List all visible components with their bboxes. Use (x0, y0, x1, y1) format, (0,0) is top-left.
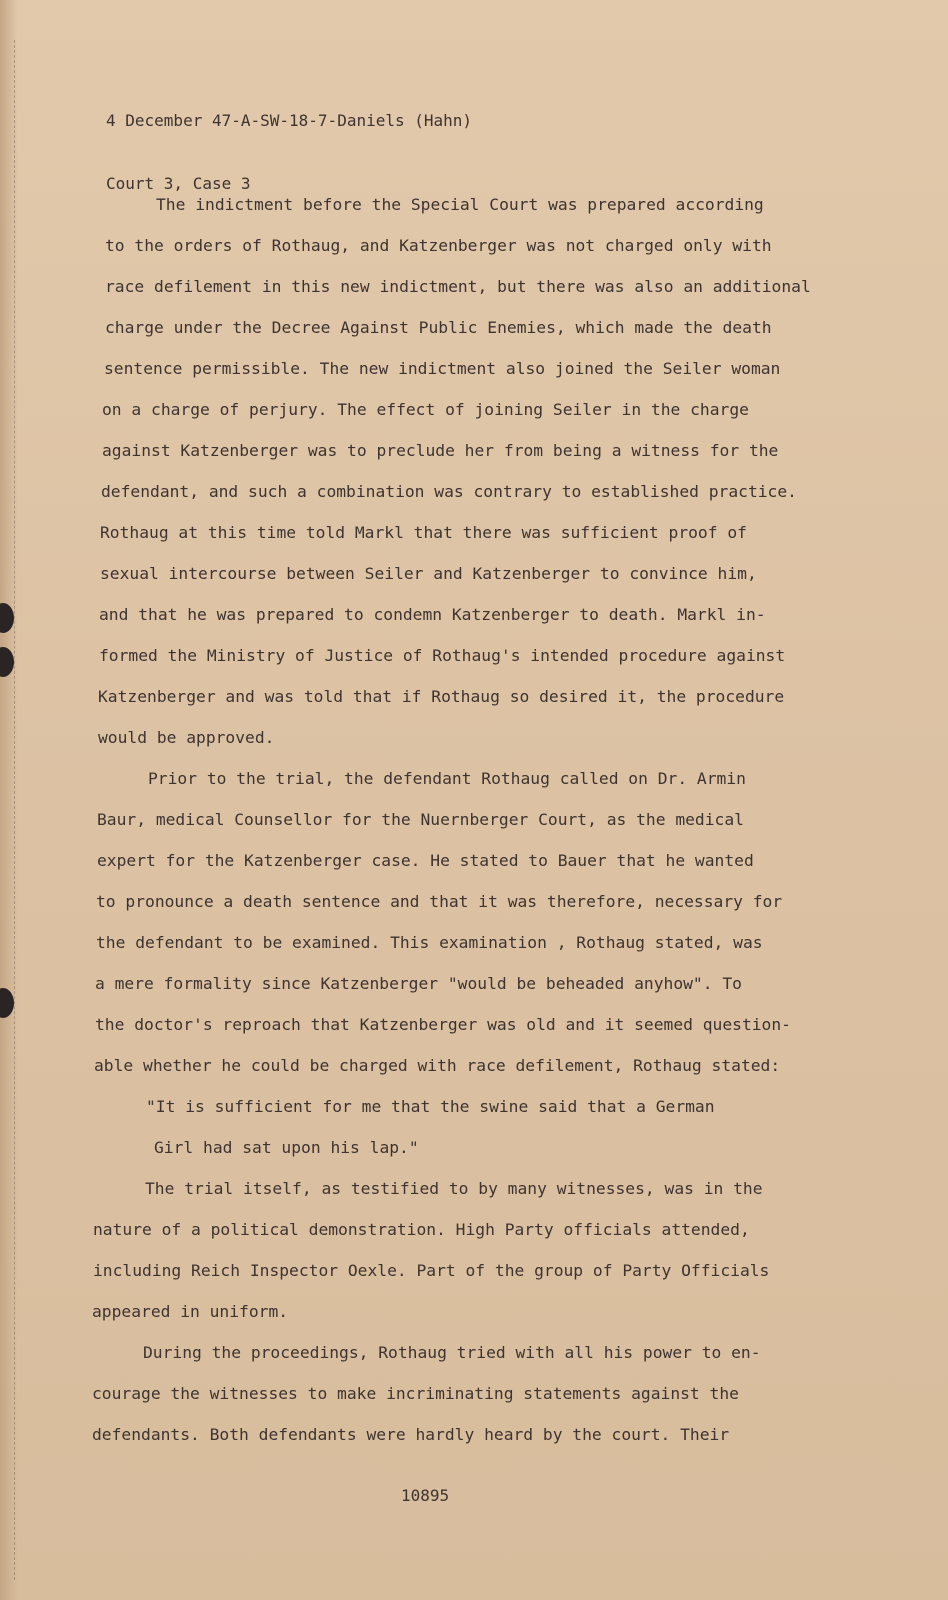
body-line: race defilement in this new indictment, but there was also an additional (105, 277, 811, 296)
body-line: on a charge of perjury. The effect of joining Seiler in the charge (102, 400, 749, 419)
body-line: nature of a political demonstration. High Party officials attended, (93, 1220, 750, 1239)
body-line: formed the Ministry of Justice of Rothaug's intended procedure against (99, 646, 786, 665)
body-line: would be approved. (98, 728, 275, 747)
body-line: sexual intercourse between Seiler and Katzenberger to convince him, (100, 564, 757, 583)
page-number: 10895 (401, 1486, 450, 1505)
body-line: and that he was prepared to condemn Katzenberger to death. Markl in- (99, 605, 766, 624)
body-line: defendants. Both defendants were hardly heard by the court. Their (92, 1425, 730, 1444)
body-line: appeared in uniform. (92, 1302, 289, 1321)
body-line: to the orders of Rothaug, and Katzenberger was not charged only with (105, 236, 772, 255)
body-line: Katzenberger and was told that if Rothaug so desired it, the procedure (98, 687, 785, 706)
header-reference-line: 4 December 47-A-SW-18-7-Daniels (Hahn) (106, 111, 473, 130)
body-line: a mere formality since Katzenberger "would be beheaded anyhow". To (95, 974, 742, 993)
body-line: to pronounce a death sentence and that it was therefore, necessary for (96, 892, 783, 911)
body-line: courage the witnesses to make incriminating statements against the (92, 1384, 739, 1403)
quoted-line: Girl had sat upon his lap." (154, 1138, 419, 1157)
body-line: The trial itself, as testified to by many witnesses, was in the (145, 1179, 763, 1198)
body-line: sentence permissible. The new indictment also joined the Seiler woman (104, 359, 781, 378)
quoted-line: "It is sufficient for me that the swine said that a German (146, 1097, 715, 1116)
body-line: The indictment before the Special Court was prepared according (156, 195, 764, 214)
body-line: including Reich Inspector Oexle. Part of the group of Party Officials (93, 1261, 770, 1280)
header-court-line: Court 3, Case 3 (106, 174, 251, 193)
body-line: the doctor's reproach that Katzenberger was old and it seemed question- (95, 1015, 791, 1034)
body-line: against Katzenberger was to preclude her from being a witness for the (102, 441, 779, 460)
body-line: During the proceedings, Rothaug tried with all his power to en- (143, 1343, 761, 1362)
body-line: defendant, and such a combination was contrary to established practice. (101, 482, 797, 501)
body-line: the defendant to be examined. This examination , Rothaug stated, was (96, 933, 763, 952)
body-line: Prior to the trial, the defendant Rothaug called on Dr. Armin (148, 769, 746, 788)
body-line: expert for the Katzenberger case. He stated to Bauer that he wanted (97, 851, 754, 870)
body-line: able whether he could be charged with race defilement, Rothaug stated: (94, 1056, 781, 1075)
body-line: charge under the Decree Against Public Enemies, which made the death (105, 318, 772, 337)
body-line: Rothaug at this time told Markl that there was sufficient proof of (100, 523, 747, 542)
body-line: Baur, medical Counsellor for the Nuernberger Court, as the medical (97, 810, 744, 829)
